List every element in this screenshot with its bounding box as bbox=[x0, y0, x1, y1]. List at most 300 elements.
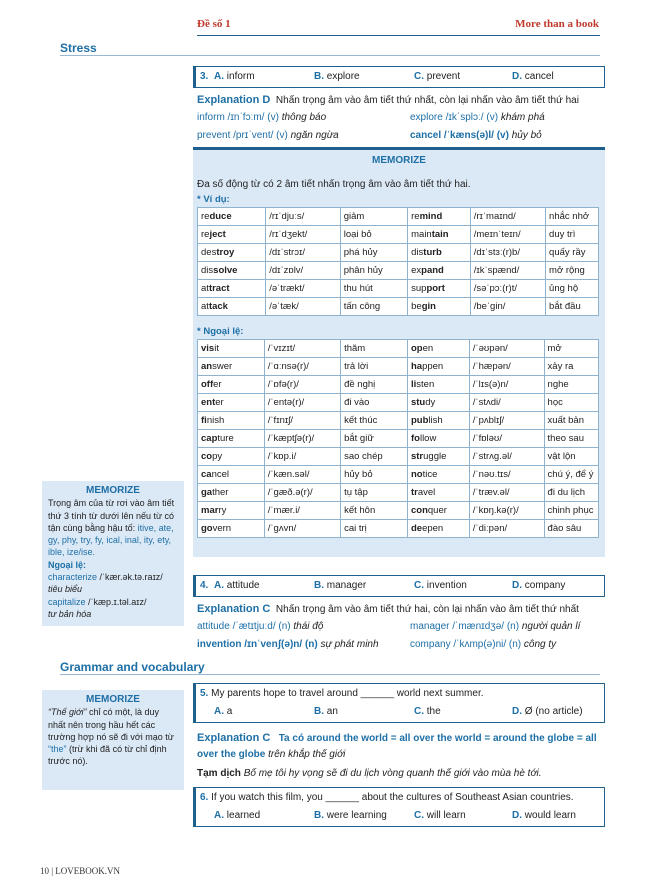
side1-text: Trọng âm của từ rơi vào âm tiết thứ 3 tính từ dưới lên nếu từ có tận cùng bằng hậu tố: itive, ate, gy, phy, try, fy, ical, inal, ity, ety, ible, ize/ise. bbox=[48, 498, 175, 558]
table-cell: phá hủy bbox=[340, 244, 407, 262]
table-cell: thu hút bbox=[340, 280, 407, 298]
table-row bbox=[198, 412, 599, 430]
table-cell: /ˈstʌdi/ bbox=[469, 394, 544, 412]
table-cell: kết thúc bbox=[341, 412, 408, 430]
table-cell bbox=[407, 484, 469, 502]
table-cell bbox=[408, 262, 471, 280]
word-stress: co bbox=[201, 451, 213, 462]
option-letter: D. bbox=[512, 71, 525, 82]
word-stress: off bbox=[201, 379, 214, 390]
table-cell: /ˈkæptʃə(r)/ bbox=[264, 430, 340, 448]
table-row bbox=[198, 376, 599, 394]
word-stress: cap bbox=[201, 433, 218, 444]
option-letter: A. bbox=[214, 706, 227, 717]
table-cell bbox=[198, 208, 266, 226]
word-start: re bbox=[201, 211, 210, 222]
table-cell: /ˈfɪnɪʃ/ bbox=[264, 412, 340, 430]
table-cell: /əˈtrækt/ bbox=[266, 280, 341, 298]
table-cell: /ˈmær.i/ bbox=[264, 502, 340, 520]
q4-words bbox=[197, 621, 607, 657]
option-text: learned bbox=[226, 810, 261, 821]
question-5-box bbox=[193, 683, 605, 723]
table-cell bbox=[198, 298, 266, 316]
word-rest: er bbox=[215, 397, 224, 408]
table-cell: /ˈtræv.əl/ bbox=[469, 484, 544, 502]
table-cell: /ˈentə(r)/ bbox=[264, 394, 340, 412]
word-meaning: công ty bbox=[523, 639, 557, 650]
word-meaning: sự phát minh bbox=[320, 639, 379, 650]
table-cell: /dɪˈstɜː(r)b/ bbox=[470, 244, 545, 262]
table-cell: ủng hộ bbox=[546, 280, 599, 298]
option-text: a bbox=[226, 706, 233, 717]
table-cell: /rɪˈdjuːs/ bbox=[266, 208, 341, 226]
table-cell: nghe bbox=[544, 376, 598, 394]
word-rest: ppen bbox=[422, 361, 444, 372]
option-c bbox=[414, 706, 441, 717]
table-row bbox=[198, 430, 599, 448]
table-cell bbox=[198, 430, 265, 448]
table-row bbox=[198, 484, 599, 502]
table-cell: /əˈtæk/ bbox=[266, 298, 341, 316]
table-row bbox=[198, 502, 599, 520]
table-cell: /ˈəʊpən/ bbox=[469, 340, 544, 358]
word-rest: nish bbox=[206, 415, 225, 426]
word-meaning: người quản lí bbox=[521, 621, 581, 632]
word-stress: troy bbox=[216, 247, 235, 258]
table-cell: xảy ra bbox=[544, 358, 598, 376]
table-cell: /ˈstrʌg.əl/ bbox=[469, 448, 544, 466]
table-cell bbox=[198, 466, 265, 484]
table-cell: /meɪnˈteɪn/ bbox=[470, 226, 545, 244]
word-stress: ject bbox=[209, 229, 226, 240]
option-a bbox=[214, 580, 260, 591]
section-grammar: Grammar and vocabulary bbox=[60, 660, 205, 674]
word-stress: tr bbox=[410, 487, 418, 498]
q3-exp-text: Nhấn trọng âm vào âm tiết thứ nhất, còn lại nhấn vào âm tiết thứ hai bbox=[275, 95, 579, 106]
word-stress: port bbox=[426, 283, 445, 294]
word-stress: no bbox=[410, 469, 423, 480]
memorize-top-rule bbox=[193, 147, 605, 150]
table-cell bbox=[407, 376, 469, 394]
q4-explanation bbox=[197, 603, 607, 615]
word-stress: ha bbox=[410, 361, 423, 372]
table-cell: /ˈfɒləʊ/ bbox=[469, 430, 544, 448]
side-memorize-1 bbox=[42, 481, 184, 626]
option-text: manager bbox=[326, 580, 367, 591]
table-cell: chú ý, để ý bbox=[544, 466, 598, 484]
q4-exp-label: Explanation C bbox=[197, 603, 271, 615]
table-cell: /ˈvɪzɪt/ bbox=[264, 340, 340, 358]
table-cell: cai trị bbox=[341, 520, 408, 538]
option-letter: A. bbox=[214, 71, 227, 82]
word-start: be bbox=[411, 301, 422, 312]
word-entry bbox=[197, 639, 379, 650]
q6-text: 6. If you watch this film, you ______ about the cultures of Southeast Asian countries. bbox=[200, 792, 574, 803]
word-rest: it bbox=[214, 343, 219, 354]
table-cell: đi du lịch bbox=[544, 484, 598, 502]
footer: 10 | LOVEBOOK.VN bbox=[40, 866, 121, 876]
option-text: the bbox=[426, 706, 441, 717]
word-ipa: invention /ɪnˈvenʃ(ə)n/ (n) bbox=[197, 639, 321, 650]
word-stress: tain bbox=[431, 229, 449, 240]
word-ipa: prevent /prɪˈvent/ (v) bbox=[197, 130, 291, 141]
q3-options bbox=[200, 71, 600, 85]
option-text: inform bbox=[226, 71, 255, 82]
table-cell bbox=[198, 448, 265, 466]
option-text: were learning bbox=[326, 810, 387, 821]
side1-ex1: characterize /ˈkær.ək.tə.raɪz/ bbox=[48, 572, 163, 583]
table-cell: tấn công bbox=[340, 298, 407, 316]
word-rest: ncel bbox=[211, 469, 230, 480]
option-b bbox=[314, 580, 366, 591]
question-4-box bbox=[193, 575, 605, 597]
table-row bbox=[198, 466, 599, 484]
word-stress: con bbox=[410, 505, 428, 516]
table-cell: /ˈdiːpən/ bbox=[469, 520, 544, 538]
word-rest: sten bbox=[416, 379, 435, 390]
word-rest: dy bbox=[425, 397, 436, 408]
table-cell: /dɪˈzɒlv/ bbox=[266, 262, 341, 280]
table-cell: /ˈnəʊ.tɪs/ bbox=[469, 466, 544, 484]
table-cell bbox=[198, 502, 265, 520]
word-stress: op bbox=[410, 343, 423, 354]
table-cell bbox=[198, 226, 266, 244]
q5-text: 5. My parents hope to travel around ______ world next summer. bbox=[200, 688, 484, 699]
word-stress: str bbox=[410, 451, 424, 462]
option-letter: C. bbox=[414, 706, 427, 717]
table-cell bbox=[407, 340, 469, 358]
table-row bbox=[198, 340, 599, 358]
table-cell: đi vào bbox=[341, 394, 408, 412]
word-rest: lish bbox=[428, 415, 443, 426]
option-a bbox=[214, 810, 260, 821]
option-letter: A. bbox=[214, 580, 227, 591]
option-text: will learn bbox=[426, 810, 466, 821]
option-letter: A. bbox=[214, 810, 227, 821]
word-start: ex bbox=[411, 265, 422, 276]
word-rest: en bbox=[422, 343, 434, 354]
table-cell: /rɪˈdʒekt/ bbox=[266, 226, 341, 244]
word-start: re bbox=[411, 211, 420, 222]
table-cell bbox=[198, 412, 265, 430]
option-d bbox=[512, 580, 565, 591]
option-text: cancel bbox=[524, 71, 554, 82]
table-cell bbox=[408, 298, 471, 316]
table-cell bbox=[198, 340, 265, 358]
table-cell: /ˈgæð.ə(r)/ bbox=[264, 484, 340, 502]
word-stress: fo bbox=[410, 433, 420, 444]
table-cell: giảm bbox=[340, 208, 407, 226]
word-rest: epen bbox=[422, 523, 444, 534]
q3-explanation bbox=[197, 94, 607, 106]
option-a bbox=[214, 71, 255, 82]
table-cell bbox=[198, 520, 265, 538]
word-rest: ther bbox=[212, 487, 229, 498]
option-text: explore bbox=[326, 71, 360, 82]
table-row bbox=[198, 298, 599, 316]
option-b bbox=[314, 810, 387, 821]
table-cell: /beˈgin/ bbox=[470, 298, 545, 316]
table-cell: /ˈkɒp.i/ bbox=[264, 448, 340, 466]
word-rest: uggle bbox=[423, 451, 447, 462]
table-cell bbox=[198, 394, 265, 412]
table-cell bbox=[408, 226, 471, 244]
section-rule bbox=[60, 55, 600, 56]
word-ipa: explore /ɪkˈsplɔː/ (v) bbox=[410, 112, 501, 123]
word-stress: pand bbox=[421, 265, 444, 276]
table-cell bbox=[407, 502, 469, 520]
word-entry bbox=[410, 639, 556, 650]
word-stress: go bbox=[201, 523, 213, 534]
option-c bbox=[414, 810, 466, 821]
table-cell bbox=[198, 358, 265, 376]
word-stress: de bbox=[410, 523, 423, 534]
table-cell: xuất bản bbox=[544, 412, 598, 430]
table-cell: /ɪkˈspænd/ bbox=[470, 262, 545, 280]
word-start: dis bbox=[411, 247, 424, 258]
word-rest: tice bbox=[422, 469, 438, 480]
option-letter: C. bbox=[414, 71, 427, 82]
table-cell: /dɪˈstrɔɪ/ bbox=[266, 244, 341, 262]
table-row bbox=[198, 394, 599, 412]
word-entry bbox=[410, 621, 580, 632]
table-cell: bắt giữ bbox=[341, 430, 408, 448]
option-letter: B. bbox=[314, 810, 327, 821]
option-letter: D. bbox=[512, 706, 525, 717]
q3-exp-label: Explanation D bbox=[197, 94, 271, 106]
table-cell bbox=[198, 262, 266, 280]
table-cell bbox=[407, 448, 469, 466]
word-rest: llow bbox=[419, 433, 437, 444]
option-text: Ø (no article) bbox=[524, 706, 583, 717]
side1-ex2-mean: tư bản hóa bbox=[48, 608, 92, 619]
table-cell bbox=[407, 466, 469, 484]
word-stress: ent bbox=[201, 397, 216, 408]
side1-title: MEMORIZE bbox=[86, 485, 140, 496]
word-ipa: company /ˈkʌmp(ə)ni/ (n) bbox=[410, 639, 524, 650]
word-stress: mind bbox=[419, 211, 443, 222]
table-row bbox=[198, 226, 599, 244]
table-cell: /ˈpʌblɪʃ/ bbox=[469, 412, 544, 430]
section-stress: Stress bbox=[60, 41, 97, 55]
side2-title: MEMORIZE bbox=[86, 694, 140, 705]
table-cell: loại bỏ bbox=[340, 226, 407, 244]
q4-options bbox=[200, 580, 600, 594]
table-cell: /ˈlɪs(ə)n/ bbox=[469, 376, 544, 394]
word-meaning: khám phá bbox=[500, 112, 545, 123]
table-cell bbox=[198, 280, 266, 298]
option-text: attitude bbox=[226, 580, 260, 591]
question-number: 4. bbox=[200, 580, 209, 591]
word-stress: ga bbox=[201, 487, 213, 498]
table-cell: kết hôn bbox=[341, 502, 408, 520]
table-cell: học bbox=[544, 394, 598, 412]
option-d bbox=[512, 706, 583, 717]
table-row bbox=[198, 208, 599, 226]
q3-words bbox=[197, 112, 607, 148]
word-rest: vern bbox=[212, 523, 232, 534]
q5-options bbox=[200, 706, 600, 720]
word-rest: er bbox=[213, 379, 222, 390]
option-text: prevent bbox=[426, 71, 461, 82]
option-letter: D. bbox=[512, 580, 525, 591]
question-number: 3. bbox=[200, 71, 209, 82]
word-ipa: attitude /ˈætɪtjuːd/ (n) bbox=[197, 621, 294, 632]
side1-ex2: capitalize /ˈkæp.ɪ.təl.aɪz/ bbox=[48, 596, 147, 607]
word-stress: tract bbox=[208, 283, 230, 294]
word-meaning: thông báo bbox=[281, 112, 327, 123]
word-stress: stu bbox=[410, 397, 426, 408]
word-stress: turb bbox=[423, 247, 442, 258]
option-letter: B. bbox=[314, 580, 327, 591]
side1-ex1-mean: tiêu biểu bbox=[48, 584, 83, 595]
word-rest: ture bbox=[217, 433, 234, 444]
table-cell bbox=[407, 430, 469, 448]
word-rest: swer bbox=[212, 361, 233, 372]
word-meaning: hủy bỏ bbox=[511, 130, 542, 141]
q5-explanation: Explanation C Ta có around the world = all over the world = around the globe = all over the globe trên khắp thế giới bbox=[197, 732, 597, 760]
table-cell: /rɪˈmaɪnd/ bbox=[470, 208, 545, 226]
word-start: at bbox=[201, 283, 209, 294]
word-stress: an bbox=[201, 361, 213, 372]
table-cell: /ˈɑːnsə(r)/ bbox=[264, 358, 340, 376]
option-text: company bbox=[524, 580, 566, 591]
word-stress: solve bbox=[213, 265, 238, 276]
table-cell bbox=[407, 358, 469, 376]
table-cell: /ˈkɒŋ.kə(r)/ bbox=[469, 502, 544, 520]
option-c bbox=[414, 580, 467, 591]
q6-options bbox=[200, 810, 600, 824]
header-left: Đề số 1 bbox=[197, 18, 231, 30]
option-c bbox=[414, 71, 460, 82]
table-cell: sao chép bbox=[341, 448, 408, 466]
word-entry bbox=[410, 112, 545, 123]
header-rule bbox=[197, 35, 600, 36]
word-rest: avel bbox=[417, 487, 436, 498]
memorize-title: MEMORIZE bbox=[372, 155, 426, 166]
option-text: an bbox=[326, 706, 338, 717]
table-cell: nhắc nhở bbox=[546, 208, 599, 226]
word-rest: quer bbox=[427, 505, 447, 516]
word-stress: tack bbox=[208, 301, 228, 312]
word-meaning: ngăn ngừa bbox=[290, 130, 339, 141]
word-entry bbox=[410, 130, 542, 141]
table-cell bbox=[407, 520, 469, 538]
option-b bbox=[314, 71, 360, 82]
option-letter: D. bbox=[512, 810, 525, 821]
word-entry bbox=[197, 112, 326, 123]
table-cell: theo sau bbox=[544, 430, 598, 448]
ngoaile-label: * Ngoại lệ: bbox=[197, 326, 244, 337]
option-letter: B. bbox=[314, 706, 327, 717]
table-cell: tụ tập bbox=[341, 484, 408, 502]
option-d bbox=[512, 71, 554, 82]
word-stress: mar bbox=[201, 505, 219, 516]
word-entry bbox=[197, 621, 323, 632]
table-cell bbox=[408, 280, 471, 298]
word-stress: vis bbox=[201, 343, 215, 354]
word-ipa: manager /ˈmænɪdʒə/ (n) bbox=[410, 621, 522, 632]
table-cell: trả lời bbox=[341, 358, 408, 376]
word-start: sup bbox=[411, 283, 427, 294]
table-cell bbox=[408, 244, 471, 262]
option-letter: B. bbox=[314, 71, 327, 82]
question-3-box bbox=[193, 66, 605, 88]
table-cell bbox=[198, 484, 265, 502]
table-row bbox=[198, 448, 599, 466]
exception-table bbox=[197, 339, 599, 538]
q5-translation: Tạm dịch Bố mẹ tôi hy vọng sẽ đi du lịch vòng quanh thế giới vào mùa hè tới. bbox=[197, 768, 542, 779]
table-cell: bắt đầu bbox=[546, 298, 599, 316]
side2-text: “Thế giới” chỉ có một, là duy nhất nên trong hầu hết các trường hợp nó sẽ đi với mạo từ “the” (trừ khi đã có từ chỉ định trước nó). bbox=[48, 707, 174, 767]
vidu-label: * Ví dụ: bbox=[197, 194, 230, 205]
word-start: des bbox=[201, 247, 217, 258]
table-cell bbox=[407, 394, 469, 412]
option-a bbox=[214, 706, 232, 717]
table-cell: thăm bbox=[341, 340, 408, 358]
word-ipa: inform /ɪnˈfɔːm/ (v) bbox=[197, 112, 282, 123]
option-letter: C. bbox=[414, 810, 427, 821]
table-cell: phân hủy bbox=[340, 262, 407, 280]
table-cell bbox=[198, 244, 266, 262]
table-cell: mở rộng bbox=[546, 262, 599, 280]
option-d bbox=[512, 810, 576, 821]
table-row bbox=[198, 244, 599, 262]
option-b bbox=[314, 706, 338, 717]
table-cell bbox=[408, 208, 471, 226]
word-start: dis bbox=[201, 265, 214, 276]
word-rest: py bbox=[212, 451, 223, 462]
word-ipa: cancel /ˈkæns(ə)l/ (v) bbox=[410, 130, 512, 141]
table-cell: duy trì bbox=[546, 226, 599, 244]
table-cell bbox=[407, 412, 469, 430]
option-letter: C. bbox=[414, 580, 427, 591]
table-row bbox=[198, 520, 599, 538]
example-table bbox=[197, 207, 599, 316]
table-cell: /ˈɒfə(r)/ bbox=[264, 376, 340, 394]
word-stress: fi bbox=[201, 415, 207, 426]
grammar-rule bbox=[60, 674, 600, 675]
word-rest: ry bbox=[218, 505, 227, 516]
table-cell: vật lộn bbox=[544, 448, 598, 466]
table-cell: đề nghị bbox=[341, 376, 408, 394]
word-start: re bbox=[201, 229, 210, 240]
word-stress: ca bbox=[201, 469, 212, 480]
table-cell: quấy rầy bbox=[546, 244, 599, 262]
memorize-rule: Đa số động từ có 2 âm tiết nhấn trọng âm vào âm tiết thứ hai. bbox=[197, 179, 471, 190]
word-meaning: thái độ bbox=[293, 621, 324, 632]
table-cell: mở bbox=[544, 340, 598, 358]
q4-exp-text: Nhấn trọng âm vào âm tiết thứ hai, còn lại nhấn vào âm tiết thứ nhất bbox=[275, 604, 579, 615]
word-stress: li bbox=[410, 379, 417, 390]
word-stress: pub bbox=[410, 415, 429, 426]
side1-exc-label: Ngoại lệ: bbox=[48, 559, 87, 570]
option-text: would learn bbox=[524, 810, 576, 821]
word-start: main bbox=[411, 229, 432, 240]
question-6-box bbox=[193, 787, 605, 827]
table-row bbox=[198, 358, 599, 376]
side-memorize-2 bbox=[42, 690, 184, 790]
table-row bbox=[198, 262, 599, 280]
table-row bbox=[198, 280, 599, 298]
table-cell: đào sâu bbox=[544, 520, 598, 538]
word-entry bbox=[197, 130, 339, 141]
table-cell: hủy bỏ bbox=[341, 466, 408, 484]
table-cell: /ˈhæpən/ bbox=[469, 358, 544, 376]
table-cell: /ˈkæn.səl/ bbox=[264, 466, 340, 484]
word-stress: gin bbox=[421, 301, 436, 312]
table-cell: chinh phục bbox=[544, 502, 598, 520]
